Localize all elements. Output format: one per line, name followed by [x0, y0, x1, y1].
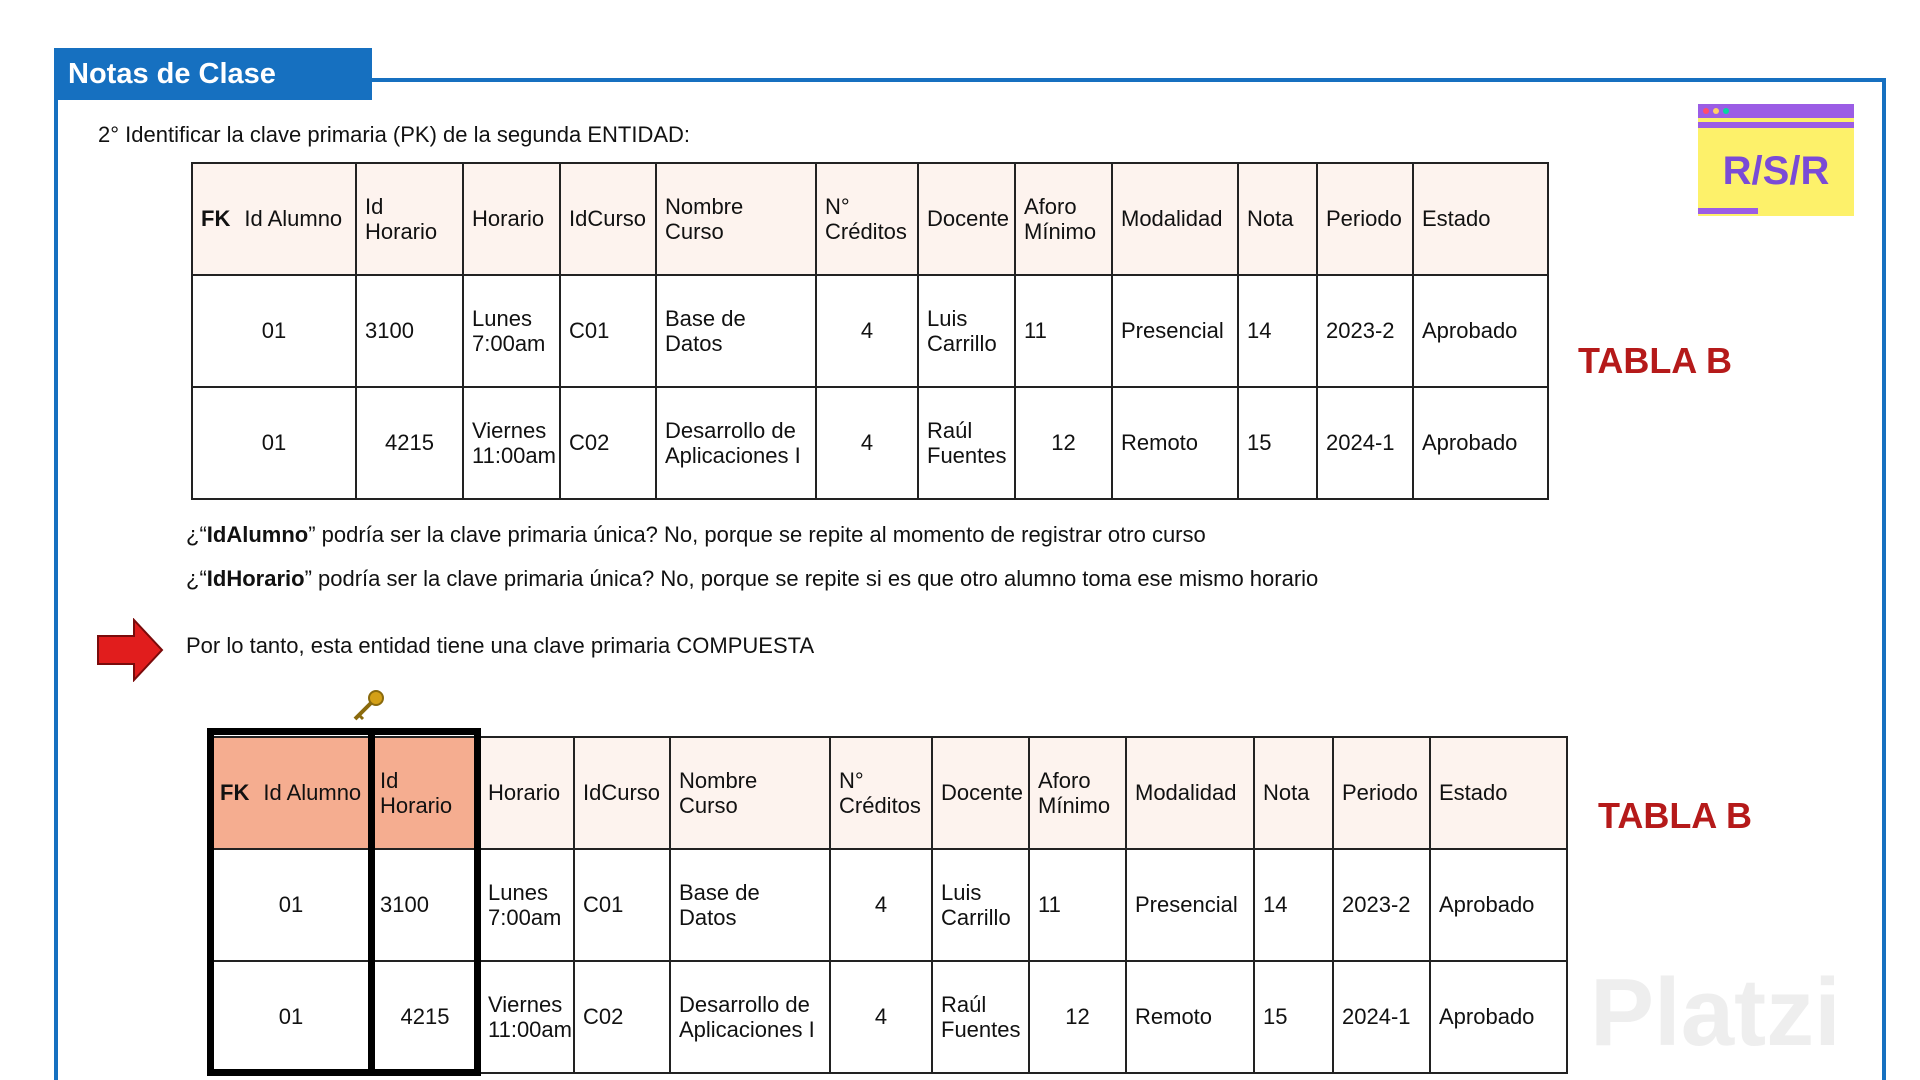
cell: Aprobado: [1413, 275, 1548, 387]
cell: Presencial: [1112, 275, 1238, 387]
table-header-row: [192, 163, 1548, 275]
header-cell: Aforo Mínimo: [1015, 163, 1112, 275]
cell: 15: [1254, 961, 1333, 1073]
header-cell: Aforo Mínimo: [1029, 737, 1126, 849]
header-cell: Nota: [1238, 163, 1317, 275]
header-cell: Periodo: [1333, 737, 1430, 849]
table-b-composite-pk: [210, 736, 1568, 1074]
cell: 2023-2: [1333, 849, 1430, 961]
cell: 15: [1238, 387, 1317, 499]
cell: Luis Carrillo: [918, 275, 1015, 387]
cell: 4: [830, 849, 932, 961]
header-cell: N° Créditos: [816, 163, 918, 275]
svg-text:R/S/R: R/S/R: [1722, 149, 1830, 193]
cell: 2024-1: [1333, 961, 1430, 1073]
cell: 2023-2: [1317, 275, 1413, 387]
cell: 01: [192, 387, 356, 499]
cell: 12: [1015, 387, 1112, 499]
header-cell: Horario: [479, 737, 574, 849]
header-cell: Estado: [1413, 163, 1548, 275]
cell: C02: [560, 387, 656, 499]
table-row: [211, 961, 1567, 1073]
cell: Presencial: [1126, 849, 1254, 961]
cell: 4215: [356, 387, 463, 499]
header-cell: Docente: [932, 737, 1029, 849]
cell: 3100: [356, 275, 463, 387]
header-cell: Nota: [1254, 737, 1333, 849]
table-label-1: TABLA B: [1578, 340, 1732, 381]
cell: Raúl Fuentes: [918, 387, 1015, 499]
header-cell: N° Créditos: [830, 737, 932, 849]
header-cell: Periodo: [1317, 163, 1413, 275]
key-icon: [350, 688, 386, 724]
platzi-watermark: Platzi: [1590, 959, 1841, 1066]
page-title: Notas de Clase: [54, 48, 372, 100]
header-cell: Nombre Curso: [670, 737, 830, 849]
cell: 4: [816, 275, 918, 387]
intro-text: 2° Identificar la clave primaria (PK) de la segunda ENTIDAD:: [98, 122, 691, 147]
cell: 01: [211, 961, 371, 1073]
question-idalumno: ¿“IdAlumno” podría ser la clave primaria única? No, porque se repite al momento de registrar otro curso: [186, 522, 1206, 547]
cell: Desarrollo de Aplicaciones I: [670, 961, 830, 1073]
cell: 3100: [371, 849, 479, 961]
cell: Aprobado: [1430, 961, 1567, 1073]
question-idhorario: ¿“IdHorario” podría ser la clave primaria única? No, porque se repite si es que otro alumno toma ese mismo horario: [186, 566, 1319, 591]
header-cell: Id Horario: [356, 163, 463, 275]
rsr-logo: [1698, 104, 1854, 216]
cell: 14: [1254, 849, 1333, 961]
table-header-row: [211, 737, 1567, 849]
cell: 11: [1015, 275, 1112, 387]
cell: Aprobado: [1413, 387, 1548, 499]
cell: 12: [1029, 961, 1126, 1073]
table-row: [211, 849, 1567, 961]
cell: Base de Datos: [670, 849, 830, 961]
conclusion-text: Por lo tanto, esta entidad tiene una clave primaria COMPUESTA: [186, 633, 815, 658]
cell: Luis Carrillo: [932, 849, 1029, 961]
table-b-original: [191, 162, 1549, 500]
cell: 01: [211, 849, 371, 961]
cell: Raúl Fuentes: [932, 961, 1029, 1073]
header-cell: Docente: [918, 163, 1015, 275]
header-cell: Horario: [463, 163, 560, 275]
header-cell: Modalidad: [1112, 163, 1238, 275]
cell: Lunes 7:00am: [479, 849, 574, 961]
cell: Base de Datos: [656, 275, 816, 387]
cell: Aprobado: [1430, 849, 1567, 961]
cell: Remoto: [1112, 387, 1238, 499]
header-cell-pk-id-horario: Id Horario: [371, 737, 479, 849]
cell: 01: [192, 275, 356, 387]
table-row: [192, 387, 1548, 499]
composite-pk-divider: [368, 728, 375, 1076]
header-cell: Estado: [1430, 737, 1567, 849]
cell: Lunes 7:00am: [463, 275, 560, 387]
cell: 11: [1029, 849, 1126, 961]
cell: C01: [560, 275, 656, 387]
cell: 14: [1238, 275, 1317, 387]
cell: 2024-1: [1317, 387, 1413, 499]
header-cell-id-alumno: FK Id Alumno: [192, 163, 356, 275]
arrow-right-icon: [96, 618, 166, 682]
header-cell: Nombre Curso: [656, 163, 816, 275]
header-cell-pk-id-alumno: FK Id Alumno: [211, 737, 371, 849]
cell: C01: [574, 849, 670, 961]
table-label-2: TABLA B: [1598, 795, 1752, 836]
cell: Remoto: [1126, 961, 1254, 1073]
cell: 4: [816, 387, 918, 499]
cell: Desarrollo de Aplicaciones I: [656, 387, 816, 499]
header-cell: Modalidad: [1126, 737, 1254, 849]
cell: C02: [574, 961, 670, 1073]
cell: Viernes 11:00am: [479, 961, 574, 1073]
cell: 4215: [371, 961, 479, 1073]
cell: 4: [830, 961, 932, 1073]
table-row: [192, 275, 1548, 387]
cell: Viernes 11:00am: [463, 387, 560, 499]
header-cell: IdCurso: [574, 737, 670, 849]
header-cell: IdCurso: [560, 163, 656, 275]
